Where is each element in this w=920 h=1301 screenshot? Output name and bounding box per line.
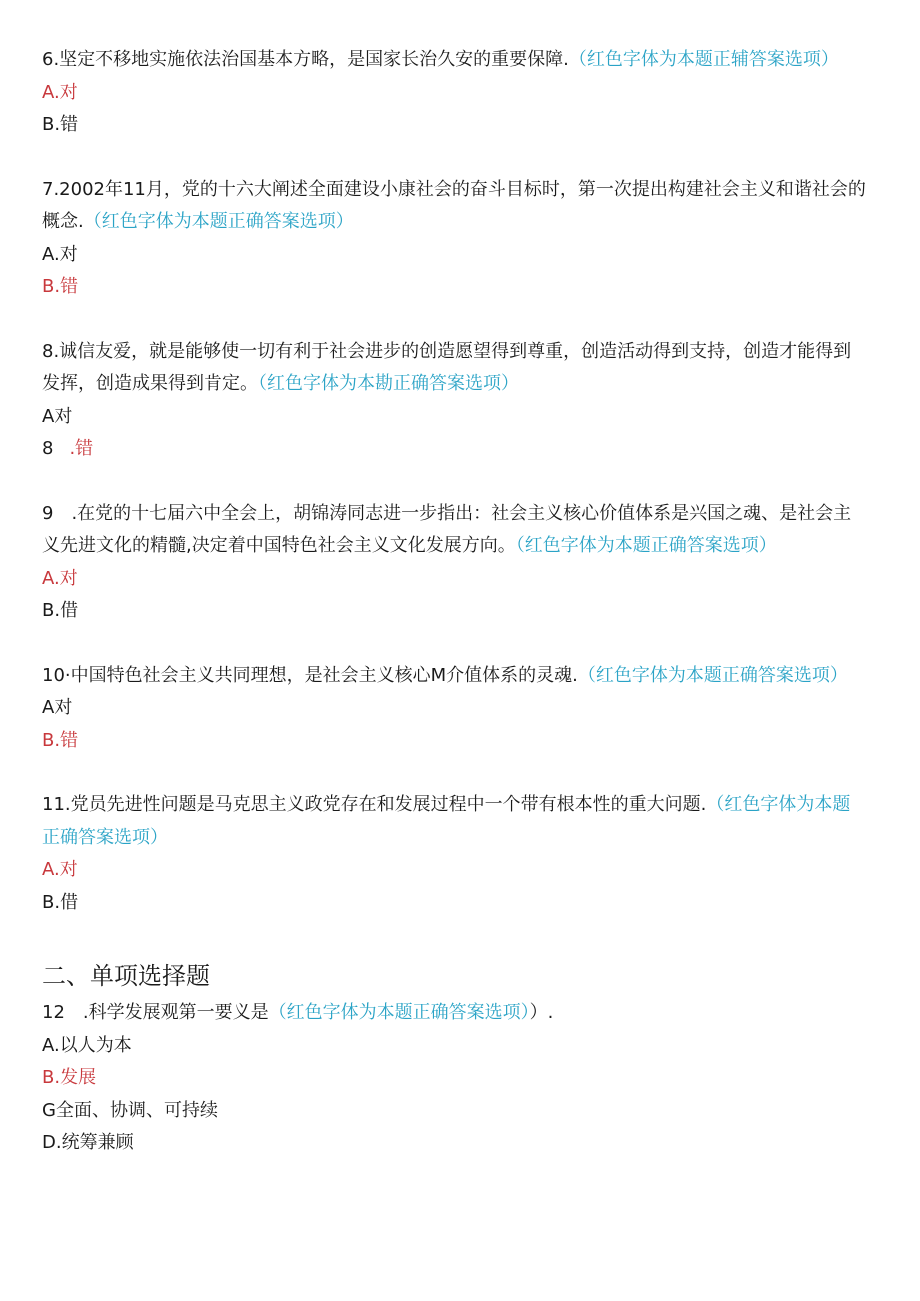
question-8-option-b bbox=[42, 433, 882, 466]
question-10-hint: （红色字体为本题正确答案选项） bbox=[577, 664, 848, 686]
question-8-option-a: A对 bbox=[42, 405, 73, 427]
question-12-option-c: G全面、协调、可持续 bbox=[42, 1099, 218, 1121]
question-12-option-b: B.发展 bbox=[42, 1067, 97, 1088]
question-8-line-2 bbox=[42, 368, 882, 401]
question-10-text: 10·中国特色社会主义共同理想，是社会主义核心M介值体系的灵魂. bbox=[42, 664, 578, 686]
question-7-text: 概念. bbox=[42, 211, 84, 232]
question-6-text: 6.坚定不移地实施依法治国基本方略，是国家长治久安的重要保障. bbox=[42, 49, 569, 70]
question-6 bbox=[42, 44, 882, 77]
question-6-hint: （红色字体为本题正辅答案选项） bbox=[568, 49, 839, 70]
section-title: 二、单项选择题 bbox=[42, 962, 210, 990]
question-8-line-1: 8.诚信友爱，就是能够使一切有利于社会进步的创造愿望得到尊重，创造活动得到支持，创造才能得到 bbox=[42, 340, 852, 362]
question-11-text: 11.党员先进性问题是马克思主义政党存在和发展过程中一个带有根本性的重大问题. bbox=[42, 794, 707, 815]
question-6-option-a: A.对 bbox=[42, 81, 78, 103]
question-12-option-a: A.以人为本 bbox=[42, 1034, 132, 1056]
question-8-option-b-number: 8 bbox=[42, 438, 54, 459]
question-7-hint: （红色字体为本题正确答案选项） bbox=[83, 211, 354, 232]
question-9-option-b: B.借 bbox=[42, 600, 79, 621]
question-12-option-d: D.统筹兼顾 bbox=[42, 1132, 134, 1153]
question-12-tail: ）. bbox=[529, 1002, 554, 1023]
document-page bbox=[42, 44, 882, 1160]
question-9-line-2 bbox=[42, 530, 882, 563]
question-9-option-a: A.对 bbox=[42, 567, 78, 589]
question-8-hint: （红色字体为本勘正确答案选项） bbox=[258, 373, 519, 394]
question-10 bbox=[42, 660, 882, 693]
question-9-text: 义先进文化的精髓,决定着中国特色社会主义文化发展方向。 bbox=[42, 535, 516, 556]
question-12 bbox=[42, 997, 882, 1030]
question-7-option-a: A.对 bbox=[42, 243, 78, 265]
question-9-line-1: 9 .在党的十七届六中全会上，胡锦涛同志进一步指出：社会主义核心价值体系是兴国之魂、是社会主 bbox=[42, 502, 852, 524]
question-7-line-2 bbox=[42, 206, 882, 239]
question-8-text: 发挥，创造成果得到肯定。 bbox=[42, 373, 258, 394]
question-7-line-1: 7.2002年11月，党的十六大阐述全面建设小康社会的奋斗目标时，第一次提出构建社会主义和谐社会的 bbox=[42, 178, 866, 200]
question-12-text: 12 .科学发展观第一要义是 bbox=[42, 1002, 269, 1023]
question-11-hint-2: 正确答案选项） bbox=[42, 826, 168, 848]
question-7-option-b: B.错 bbox=[42, 276, 79, 297]
question-10-option-b: B.错 bbox=[42, 729, 79, 751]
question-12-hint: （红色字体为本题正确答案选项） bbox=[268, 1002, 530, 1023]
question-9-hint: （红色字体为本题正确答案选项） bbox=[515, 535, 777, 556]
question-11-hint-1: （红色字体为本题 bbox=[706, 794, 851, 815]
question-10-option-a: A对 bbox=[42, 697, 73, 718]
question-11-line-1 bbox=[42, 789, 882, 822]
question-11-option-a: A.对 bbox=[42, 859, 78, 880]
question-8-option-b-text: .错 bbox=[69, 438, 94, 459]
question-11-option-b: B.借 bbox=[42, 891, 79, 913]
question-6-option-b: B.错 bbox=[42, 114, 79, 135]
